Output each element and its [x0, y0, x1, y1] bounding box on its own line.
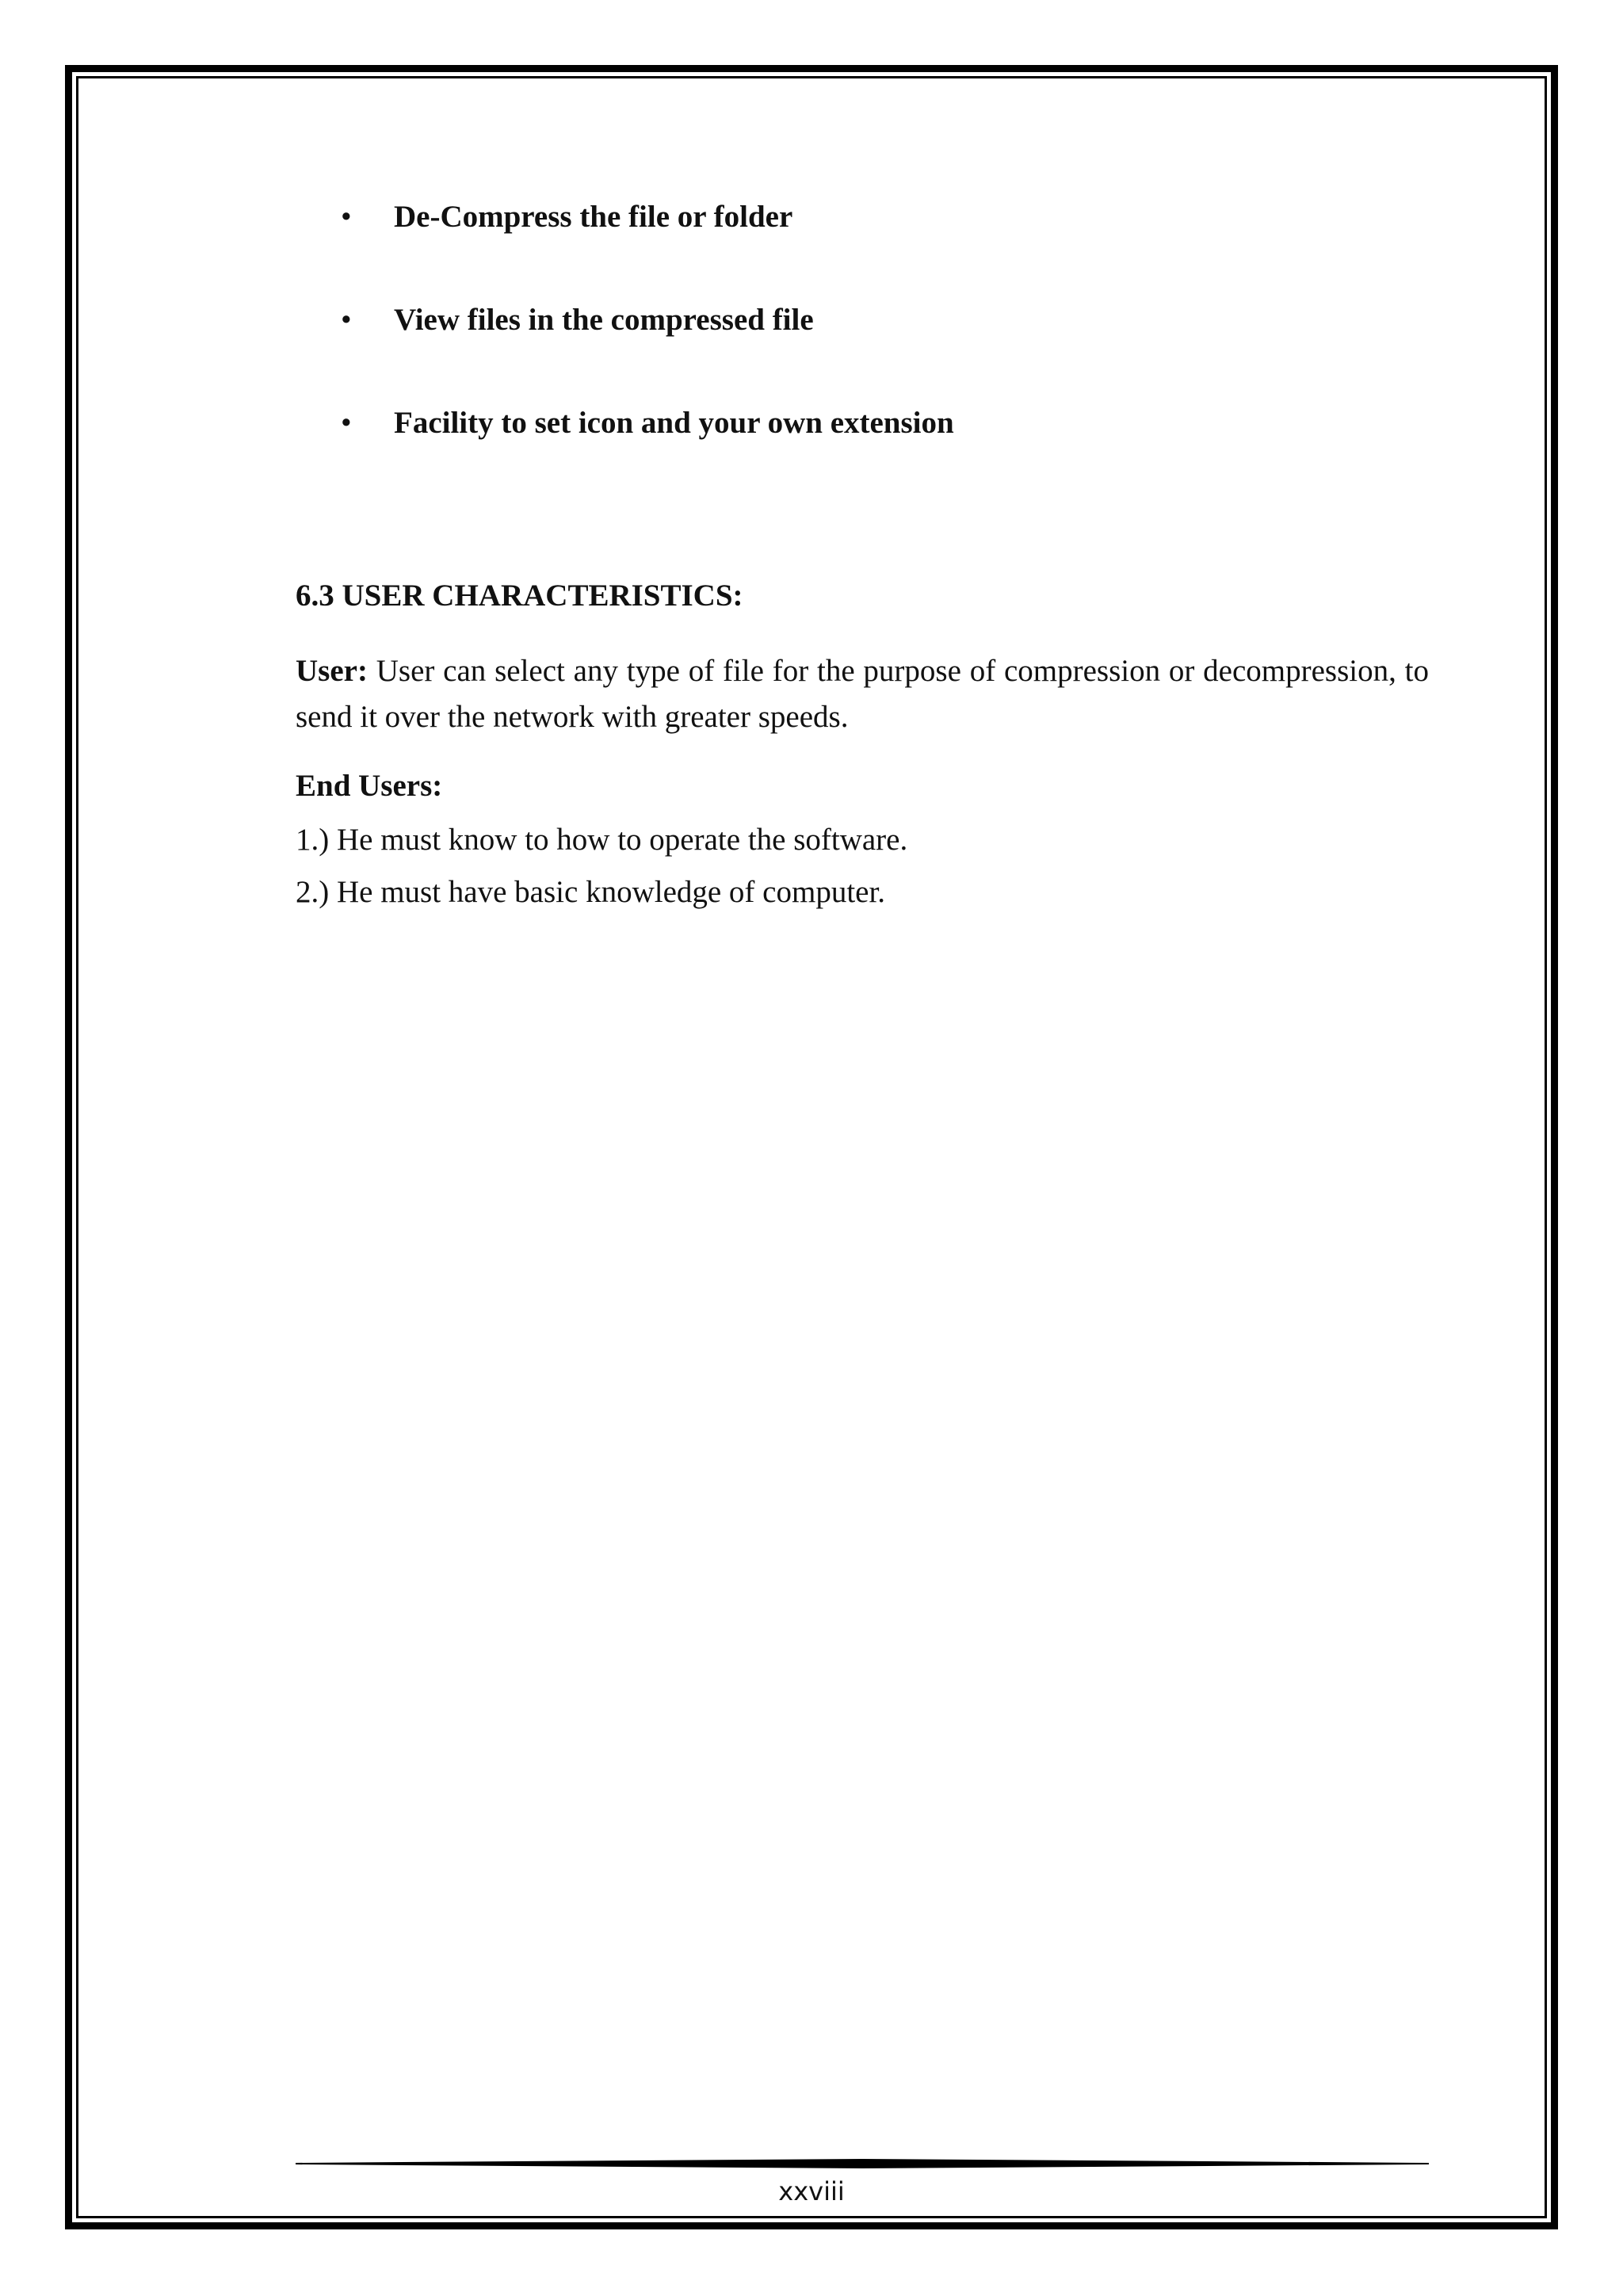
- user-description: User can select any type of file for the purpose of compression or decompression, to send it over the network with greater speeds.: [296, 654, 1429, 734]
- bullet-text: Facility to set icon and your own extension: [394, 406, 954, 440]
- page-number: xxviii: [778, 2176, 845, 2206]
- user-paragraph: [296, 648, 1429, 740]
- bullet-marker: •: [341, 406, 352, 440]
- bullet-text: View files in the compressed file: [394, 303, 814, 337]
- bullet-marker: •: [341, 200, 352, 234]
- bullet-text: De-Compress the file or folder: [394, 200, 793, 234]
- user-label: User:: [296, 654, 368, 688]
- requirement-item: 1.) He must know to how to operate the software.: [296, 823, 908, 857]
- footer-divider: [296, 2152, 1429, 2176]
- section-heading: 6.3 USER CHARACTERISTICS:: [296, 579, 743, 613]
- bullet-marker: •: [341, 303, 352, 337]
- requirement-item: 2.) He must have basic knowledge of computer.: [296, 875, 886, 909]
- end-users-heading: End Users:: [296, 769, 443, 803]
